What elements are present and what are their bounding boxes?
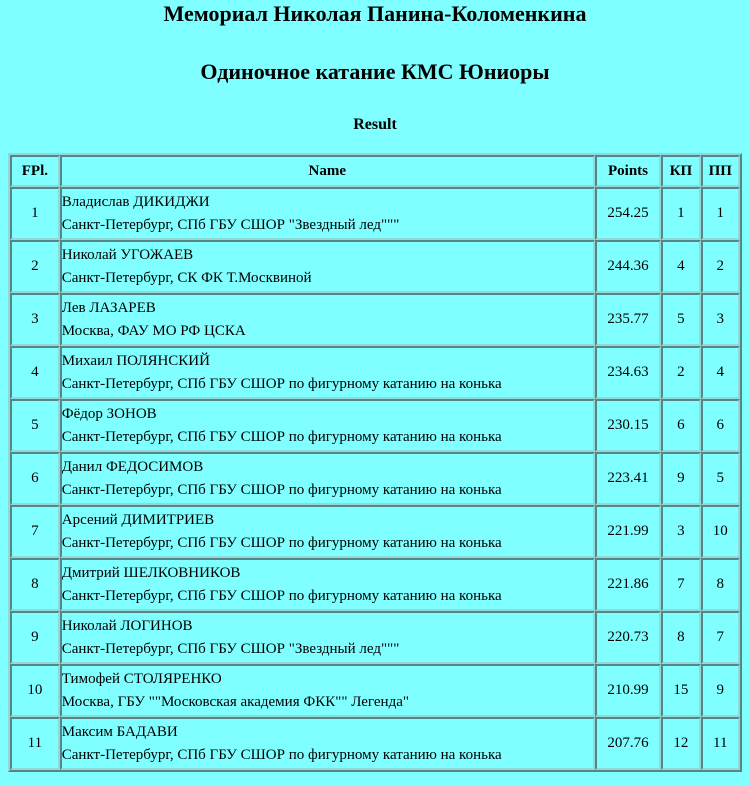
cell-kp: 1	[661, 187, 700, 240]
skater-club: Санкт-Петербург, СПб ГБУ СШОР "Звездный лед"""	[61, 640, 400, 657]
cell-kp: 9	[661, 452, 700, 505]
cell-pp: 1	[701, 187, 740, 240]
cell-kp: 4	[661, 240, 700, 293]
column-header-name: Name	[60, 155, 595, 187]
cell-points: 254.25	[595, 187, 661, 240]
cell-pp: 3	[701, 293, 740, 346]
cell-pp: 6	[701, 399, 740, 452]
cell-kp: 5	[661, 293, 700, 346]
table-row	[10, 452, 740, 505]
cell-name	[60, 611, 595, 664]
cell-name	[60, 399, 595, 452]
skater-club: Москва, ГБУ ""Московская академия ФКК"" Легенда"	[61, 693, 409, 710]
cell-pp: 10	[701, 505, 740, 558]
skater-club: Санкт-Петербург, СПб ГБУ СШОР по фигурному катанию на конька	[61, 428, 502, 445]
results-table-header	[10, 155, 740, 187]
cell-name	[60, 664, 595, 717]
skater-club: Санкт-Петербург, СК ФК Т.Москвиной	[61, 269, 312, 286]
cell-rank: 11	[10, 717, 60, 770]
column-header-points: Points	[595, 155, 661, 187]
cell-points: 207.76	[595, 717, 661, 770]
skater-name: Тимофей СТОЛЯРЕНКО	[61, 670, 222, 687]
skater-club: Санкт-Петербург, СПб ГБУ СШОР по фигурному катанию на конька	[61, 587, 502, 604]
results-table-body	[10, 187, 740, 770]
cell-rank: 5	[10, 399, 60, 452]
cell-rank: 4	[10, 346, 60, 399]
skater-club: Санкт-Петербург, СПб ГБУ СШОР "Звездный лед"""	[61, 216, 400, 233]
cell-name	[60, 717, 595, 770]
cell-pp: 11	[701, 717, 740, 770]
cell-points: 223.41	[595, 452, 661, 505]
cell-rank: 2	[10, 240, 60, 293]
cell-points: 210.99	[595, 664, 661, 717]
cell-pp: 8	[701, 558, 740, 611]
skater-name: Лев ЛАЗАРЕВ	[61, 299, 156, 316]
cell-pp: 5	[701, 452, 740, 505]
skater-name: Фёдор ЗОНОВ	[61, 405, 157, 422]
skater-name: Николай УГОЖАЕВ	[61, 246, 194, 263]
table-row	[10, 505, 740, 558]
skater-club: Санкт-Петербург, СПб ГБУ СШОР по фигурному катанию на конька	[61, 534, 502, 551]
table-row	[10, 187, 740, 240]
skater-club: Санкт-Петербург, СПб ГБУ СШОР по фигурному катанию на конька	[61, 375, 502, 392]
skater-name: Николай ЛОГИНОВ	[61, 617, 193, 634]
table-row	[10, 664, 740, 717]
cell-rank: 1	[10, 187, 60, 240]
cell-kp: 15	[661, 664, 700, 717]
result-title: Result	[353, 116, 397, 133]
column-header-pp: ПП	[701, 155, 740, 187]
table-row	[10, 611, 740, 664]
cell-rank: 8	[10, 558, 60, 611]
skater-name: Дмитрий ШЕЛКОВНИКОВ	[61, 564, 241, 581]
header-row	[10, 155, 740, 187]
table-row	[10, 293, 740, 346]
cell-kp: 3	[661, 505, 700, 558]
cell-pp: 9	[701, 664, 740, 717]
table-row	[10, 399, 740, 452]
cell-points: 235.77	[595, 293, 661, 346]
column-header-rank: FPl.	[10, 155, 60, 187]
results-table-container	[0, 153, 750, 772]
skater-name: Михаил ПОЛЯНСКИЙ	[61, 352, 210, 369]
table-row	[10, 558, 740, 611]
cell-pp: 7	[701, 611, 740, 664]
table-row	[10, 346, 740, 399]
cell-name	[60, 187, 595, 240]
skater-club: Москва, ФАУ МО РФ ЦСКА	[61, 322, 246, 339]
cell-points: 221.99	[595, 505, 661, 558]
cell-points: 221.86	[595, 558, 661, 611]
cell-rank: 6	[10, 452, 60, 505]
cell-rank: 3	[10, 293, 60, 346]
table-row	[10, 717, 740, 770]
skater-club: Санкт-Петербург, СПб ГБУ СШОР по фигурному катанию на конька	[61, 746, 502, 763]
cell-name	[60, 346, 595, 399]
column-header-kp: КП	[661, 155, 700, 187]
cell-pp: 2	[701, 240, 740, 293]
cell-rank: 10	[10, 664, 60, 717]
cell-name	[60, 240, 595, 293]
skater-club: Санкт-Петербург, СПб ГБУ СШОР по фигурному катанию на конька	[61, 481, 502, 498]
results-table	[8, 153, 742, 772]
cell-kp: 12	[661, 717, 700, 770]
cell-pp: 4	[701, 346, 740, 399]
cell-kp: 8	[661, 611, 700, 664]
cell-points: 244.36	[595, 240, 661, 293]
skater-name: Владислав ДИКИДЖИ	[61, 193, 210, 210]
cell-points: 220.73	[595, 611, 661, 664]
cell-name	[60, 505, 595, 558]
cell-points: 230.15	[595, 399, 661, 452]
skater-name: Максим БАДАВИ	[61, 723, 178, 740]
cell-rank: 9	[10, 611, 60, 664]
skater-name: Данил ФЕДОСИМОВ	[61, 458, 204, 475]
cell-points: 234.63	[595, 346, 661, 399]
cell-rank: 7	[10, 505, 60, 558]
table-row	[10, 240, 740, 293]
skater-name: Арсений ДИМИТРИЕВ	[61, 511, 215, 528]
cell-kp: 7	[661, 558, 700, 611]
cell-name	[60, 452, 595, 505]
event-title: Мемориал Николая Панина-Коломенкина	[163, 1, 587, 26]
cell-kp: 2	[661, 346, 700, 399]
cell-name	[60, 293, 595, 346]
cell-kp: 6	[661, 399, 700, 452]
discipline-title: Одиночное катание КМС Юниоры	[200, 59, 550, 84]
cell-name	[60, 558, 595, 611]
